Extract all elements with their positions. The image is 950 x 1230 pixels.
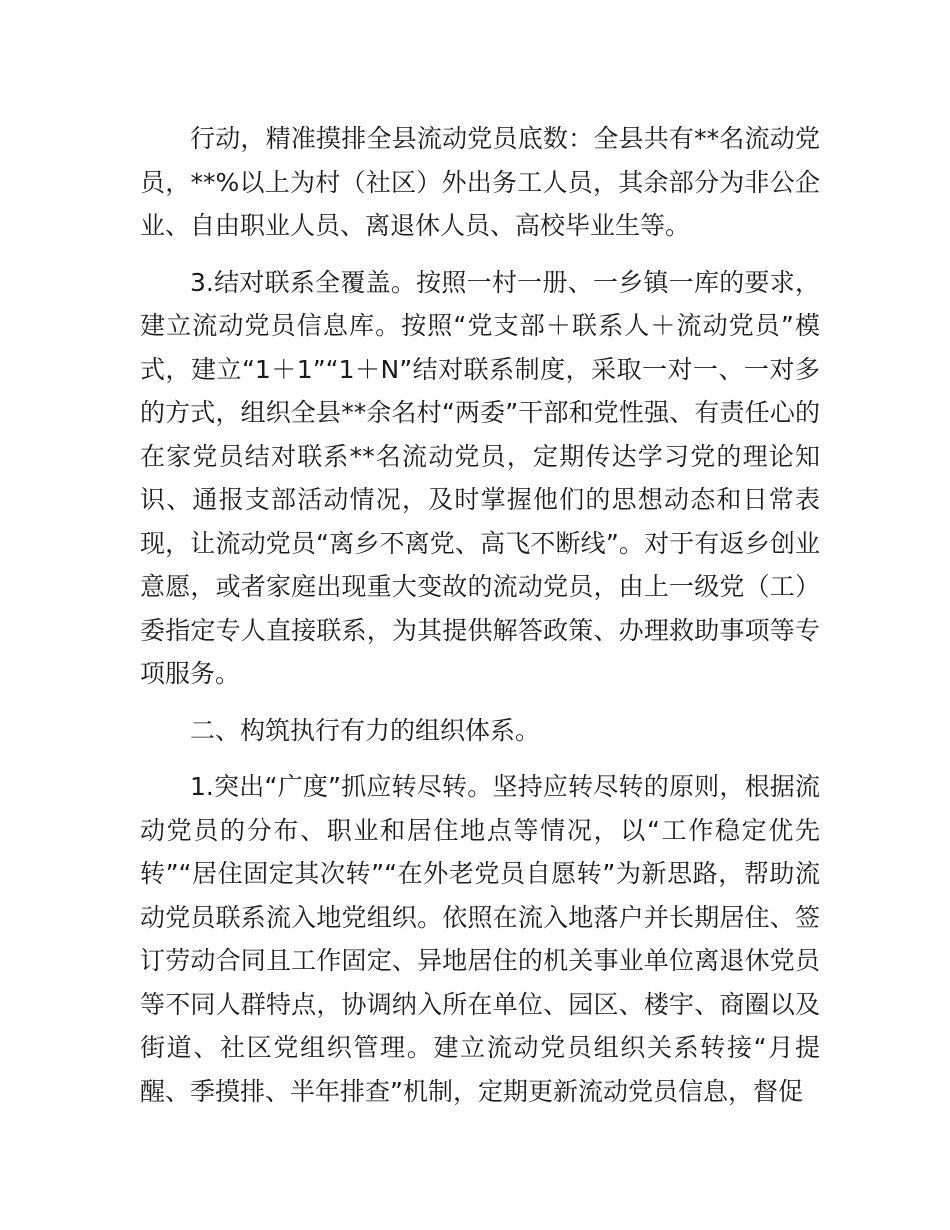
- paragraph-pairing-contact: 3.结对联系全覆盖。按照一村一册、一乡镇一库的要求，建立流动党员信息库。按照“党支部＋联系人＋流动党员”模式，建立“1＋1”“1＋N”结对联系制度，采取一对一、一对多的方式，组织全县**余名村“两委”干部和党性强、有责任心的在家党员结对联系**名流动党员，定期传达学习党的理论知识、通报支部活动情况，及时掌握他们的思想动态和日常表现，让流动党员“离乡不离党、高飞不断线”。对于有返乡创业意愿，或者家庭出现重大变故的流动党员，由上一级党（工）委指定专人直接联系，为其提供解答政策、办理救助事项等专项服务。: [140, 267, 820, 688]
- section-heading-organization-system: 二、构筑执行有力的组织体系。: [190, 715, 541, 745]
- paragraph-breadth-transfer: 1.突出“广度”抓应转尽转。坚持应转尽转的原则，根据流动党员的分布、职业和居住地点等情况，以“工作稳定优先转”“居住固定其次转”“在外老党员自愿转”为新思路，帮助流动党员联系流入地党组织。依照在流入地落户并长期居住、签订劳动合同且工作固定、异地居住的机关事业单位离退休党员等不同人群特点，协调纳入所在单位、园区、楼宇、商圈以及街道、社区党组织管理。建立流动党员组织关系转接“月提醒、季摸排、半年排查”机制，定期更新流动党员信息，督促: [140, 772, 820, 1106]
- document-body: [140, 117, 820, 1113]
- paragraph-survey-summary: 行动，精准摸排全县流动党员底数：全县共有**名流动党员，**%以上为村（社区）外出务工人员，其余部分为非公企业、自由职业人员、离退休人员、高校毕业生等。: [140, 124, 820, 240]
